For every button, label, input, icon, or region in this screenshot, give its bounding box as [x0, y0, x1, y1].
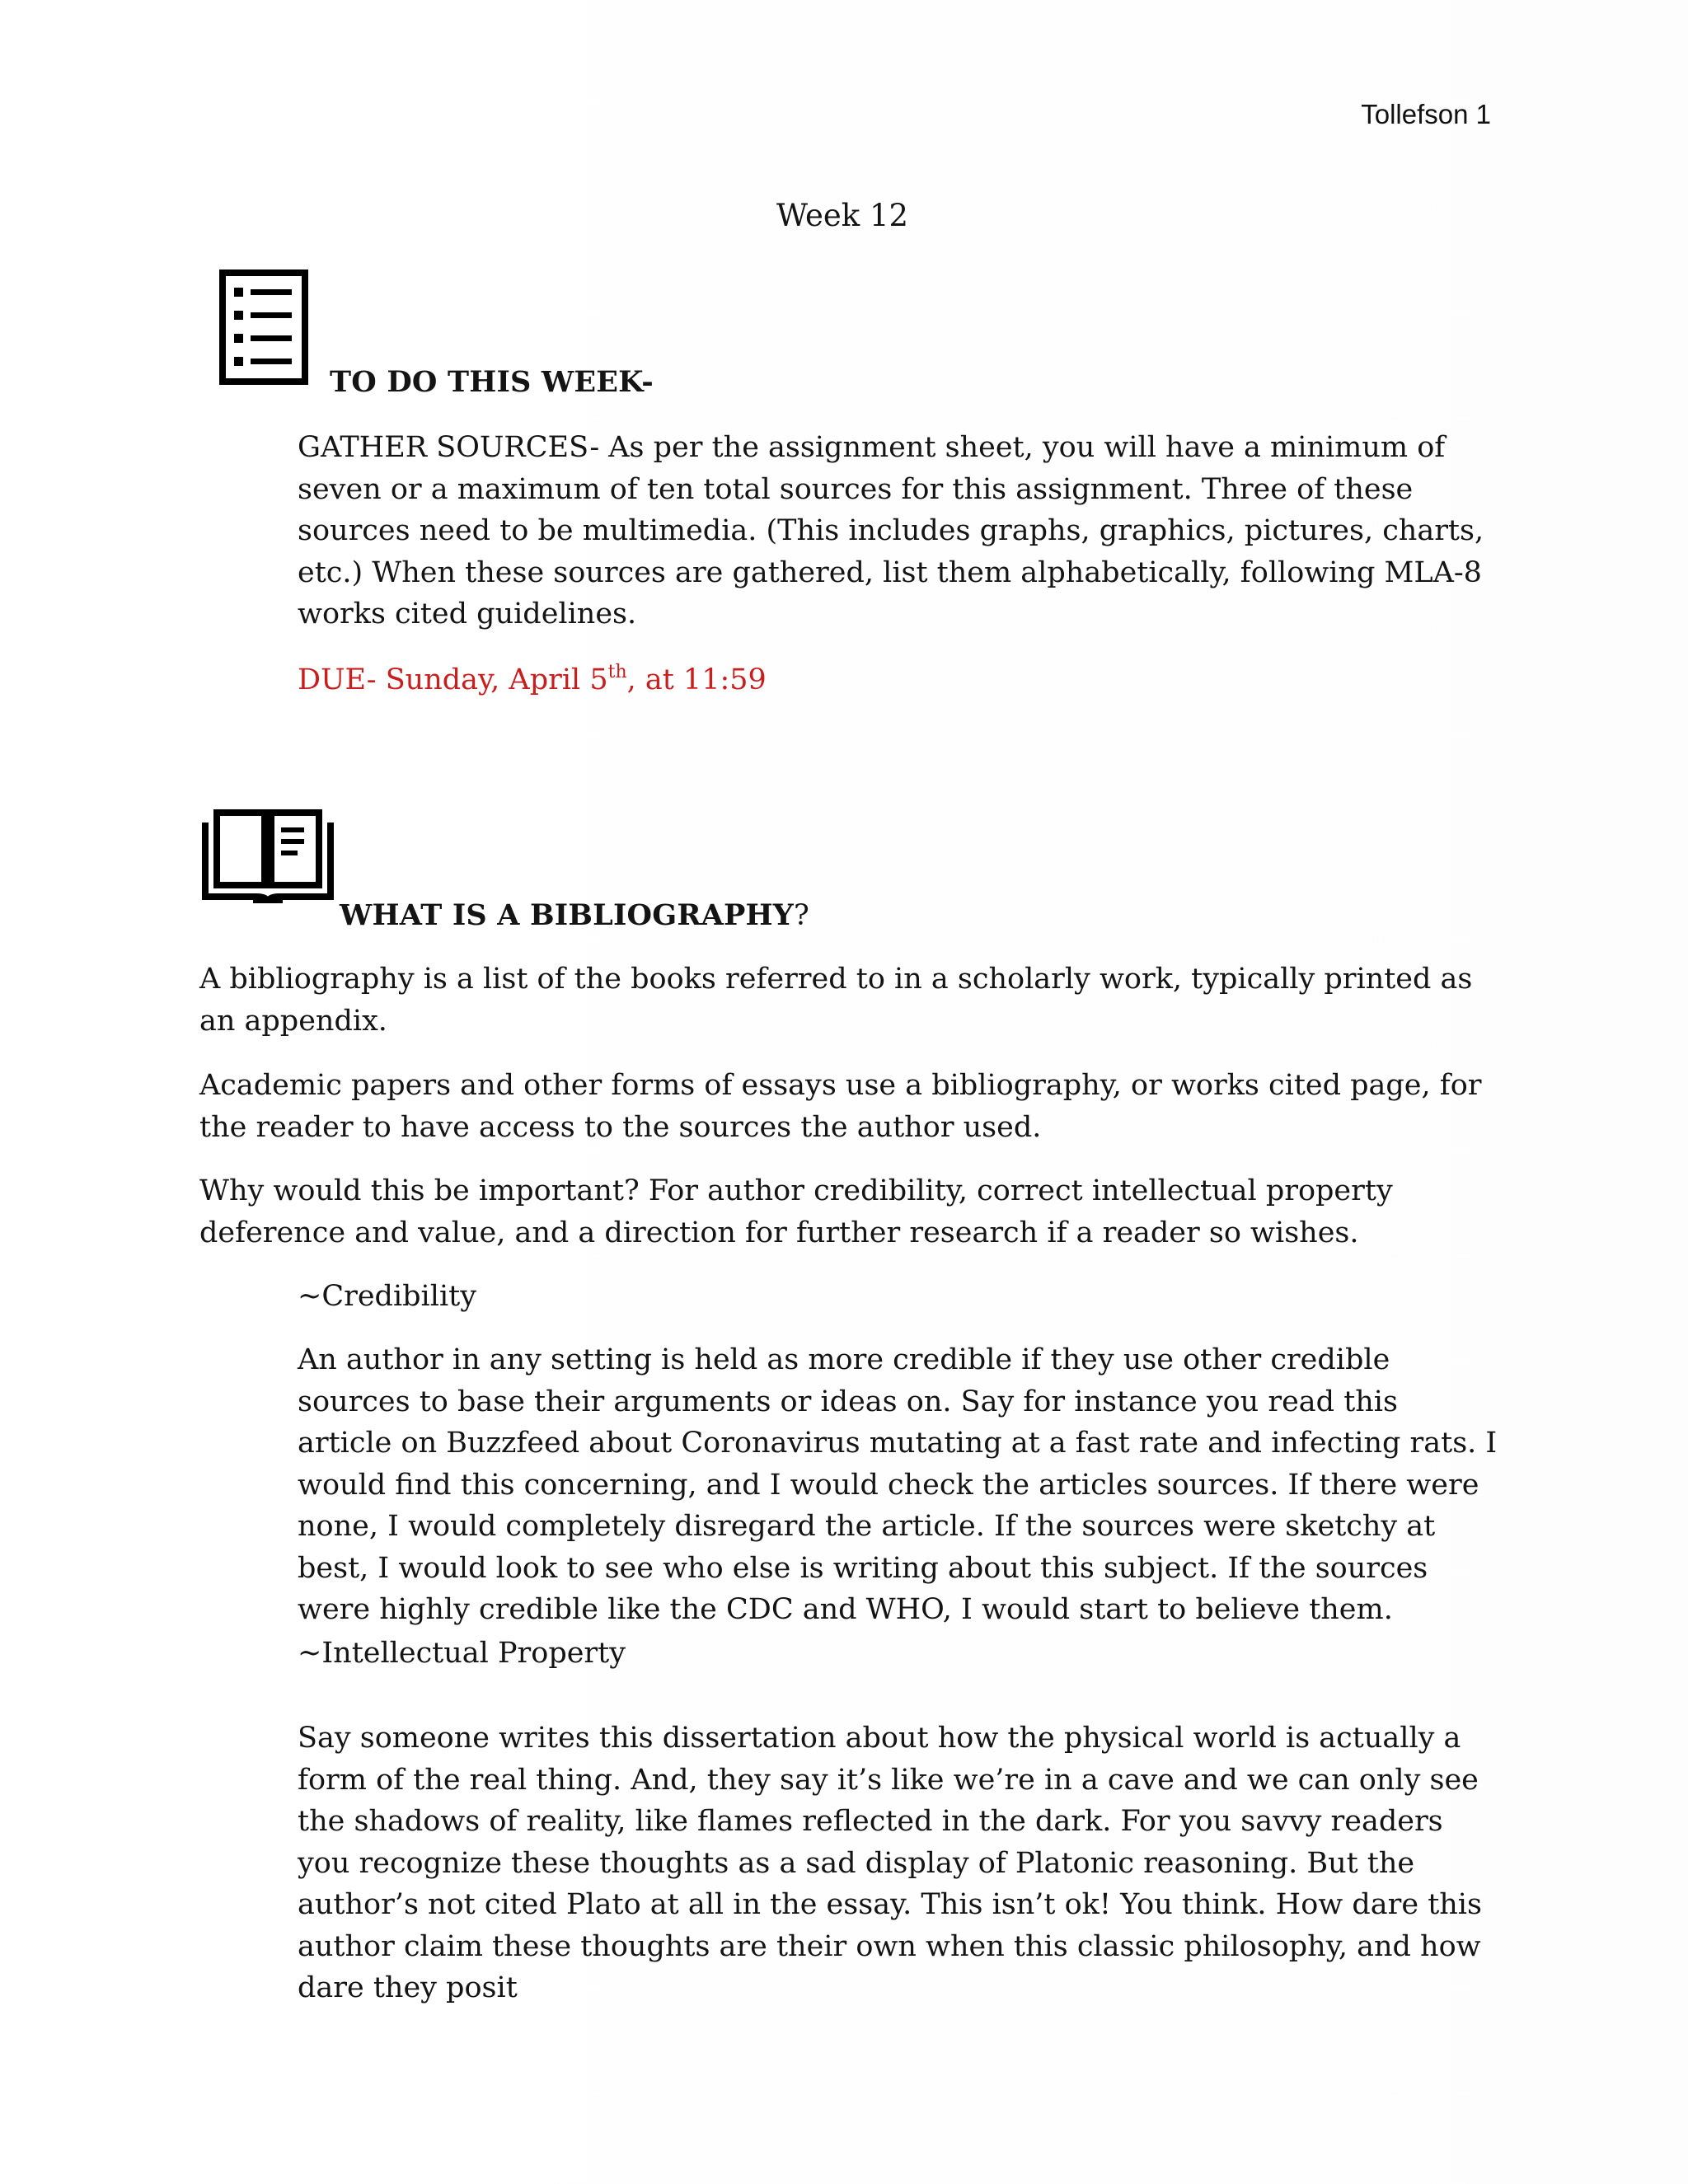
due-date-ordinal: th	[607, 662, 627, 682]
bibliography-definition: A bibliography is a list of the books referred to in a scholarly work, typically printed as an appendix.	[199, 963, 1473, 1038]
todo-heading: TO DO THIS WEEK-	[330, 365, 654, 399]
intellectual-property-paragraph: Say someone writes this dissertation about how the physical world is actually a form of the real thing. And, they say it’s like we’re in a cave and we can only see the shadows of reality, like flames reflected in the dark. For you savvy readers you recognize these thoughts as a sad display of Platonic reasoning. But the author’s not cited Plato at all in the essay. This isn’t ok! You think. How dare this author claim these thoughts are their own when this classic philosophy, and how dare they posit	[298, 1722, 1482, 2004]
due-date-time: , at 11:59	[626, 663, 767, 696]
running-head: Tollefson 1	[1361, 99, 1491, 129]
credibility-label: ~Credibility	[298, 1280, 476, 1313]
gather-sources-paragraph: GATHER SOURCES- As per the assignment sheet, you will have a minimum of seven or a maximum of ten total sources for this assignment. Three of these sources need to be multimedia. (This includes graphs, graphics, pictures, charts, etc.) When these sources are gathered, list them alphabetically, following MLA-8 works cited guidelines.	[298, 431, 1484, 630]
bibliography-heading-text: WHAT IS A BIBLIOGRAPHY	[340, 898, 794, 932]
intellectual-property-label: ~Intellectual Property	[298, 1637, 626, 1670]
open-book-icon	[202, 808, 334, 907]
due-date-text: DUE- Sunday, April 5	[298, 663, 608, 696]
page-title: Week 12	[776, 198, 909, 233]
due-date-line	[298, 659, 1501, 701]
why-important-paragraph: Why would this be important? For author credibility, correct intellectual property deference and value, and a direction for further research if a reader so wishes.	[199, 1174, 1393, 1249]
checklist-icon	[219, 269, 308, 385]
bibliography-heading	[340, 898, 809, 932]
academic-paragraph: Academic papers and other forms of essays use a bibliography, or works cited page, for the reader to have access to the sources the author used.	[199, 1069, 1482, 1144]
credibility-paragraph: An author in any setting is held as more credible if they use other credible sources to base their arguments or ideas on. Say for instance you read this article on Buzzfeed about Coronavirus mutating at a fast rate and infecting rats. I would find this concerning, and I would check the articles sources. If there were none, I would completely disregard the article. If the sources were sketchy at best, I would look to see who else is writing about this subject. If the sources were highly credible like the CDC and WHO, I would start to believe them.	[298, 1343, 1498, 1626]
bibliography-heading-punct: ?	[793, 899, 809, 932]
